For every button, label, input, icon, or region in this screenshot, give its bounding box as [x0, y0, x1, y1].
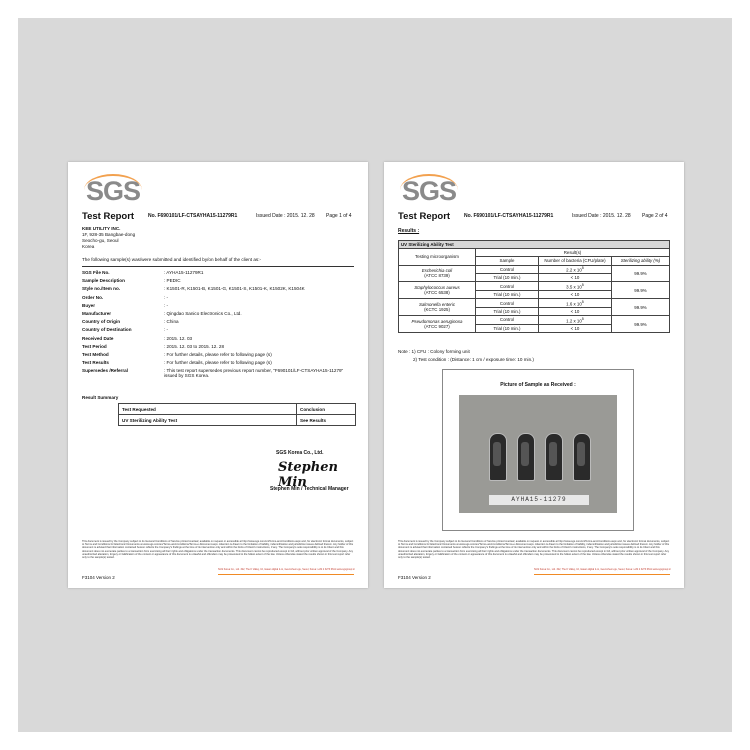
sample-device-image: [517, 433, 535, 481]
client-address-line: 1F, 928-35 Bangbae-dong: [82, 232, 136, 237]
table-cell: 99.9%: [612, 316, 670, 333]
field-label: Manufacturer: [82, 310, 112, 316]
field-value: : -: [164, 302, 169, 308]
bacteria-count: 1.6 x 10: [566, 301, 582, 307]
organism-strain: (ATCC 9027): [424, 324, 450, 330]
field-value: : China: [164, 319, 179, 325]
table-cell: Control: [476, 316, 539, 325]
company-address: SGS Korea Co., Ltd. 322, The K Valley, 10, Gasan digital 2-ro, Geumcheon-gu, Seoul, Korea t +82 2 3273 6611 www.sgsgroup.kr: [534, 568, 671, 571]
table-row: [399, 241, 670, 249]
table-cell: 99.9%: [612, 282, 670, 299]
organism-strain: (ATCC 6538): [424, 290, 450, 296]
table-cell: < 10: [539, 307, 612, 315]
field-value: : 2015. 12. 03 to 2015. 12. 28: [164, 343, 225, 349]
organism-name: Pseudomonas aeruginosa: [411, 319, 463, 325]
sample-device-image: [573, 433, 591, 481]
field-value: : This test report supersedes previous report number, "F690101/LF-CTSAYHA15-11279" issued by SGS Korea.: [164, 368, 344, 379]
report-number: No. F690101/LF-CTSAYHA15-11279R1: [464, 213, 554, 219]
organism-cell: [399, 282, 476, 299]
sample-photo: [459, 395, 617, 513]
footer-divider: [534, 574, 670, 575]
report-title: Test Report: [82, 211, 135, 222]
table-header-cell: Testing microorganism: [399, 249, 476, 265]
exponent: 5: [581, 316, 584, 321]
field-label: Supersedes /Referral: [82, 368, 128, 374]
field-value: : 2015. 12. 03: [164, 335, 193, 341]
signature: Stephen Min: [278, 460, 338, 490]
sample-picture-box: [442, 369, 634, 531]
field-row: [82, 344, 354, 352]
table-cell: Trial (10 min.): [476, 307, 539, 315]
table-cell: UV Sterilizing Ability Test: [119, 415, 297, 426]
divider: [82, 266, 354, 267]
client-block: [82, 226, 135, 250]
field-value: : AYHA15-11279R1: [164, 270, 204, 275]
table-title: UV Sterilizing Ability Test: [399, 241, 670, 249]
report-title: Test Report: [398, 211, 451, 222]
table-cell: < 10: [539, 324, 612, 332]
field-value: : -: [164, 294, 169, 300]
organism-cell: [399, 299, 476, 316]
signer-name: Stephen Min / Technical Manager: [270, 486, 349, 492]
field-value: : -: [164, 327, 169, 333]
table-row: [119, 415, 356, 426]
table-cell: Trial (10 min.): [476, 274, 539, 282]
table-header-cell: Result(s): [476, 249, 670, 257]
organism-cell: [399, 316, 476, 333]
table-cell: < 10: [539, 274, 612, 282]
field-row: [82, 319, 354, 327]
table-row: [119, 404, 356, 415]
table-header-cell: Conclusion: [297, 404, 356, 415]
notes: [398, 348, 534, 364]
note-line: Note : 1) CFU : Colony forming unit: [398, 349, 470, 354]
table-row: [399, 282, 670, 291]
field-row: [82, 295, 354, 303]
bacteria-count: 3.5 x 10: [566, 284, 582, 290]
field-row: [82, 278, 354, 286]
table-header-cell: Test Requested: [119, 404, 297, 415]
field-row: [82, 327, 354, 335]
field-label: Buyer: [82, 302, 96, 308]
client-name: KEE UTILITY INC.: [82, 226, 121, 231]
table-cell: Control: [476, 282, 539, 291]
table-cell: Trial (10 min.): [476, 291, 539, 299]
field-label: Received Date: [82, 335, 114, 341]
field-label: Country of Destination: [82, 327, 132, 333]
field-row: [82, 286, 354, 294]
field-label: Country of Origin: [82, 319, 121, 325]
footer-divider: [218, 574, 354, 575]
sample-label: AYHA15-11279: [489, 495, 589, 505]
table-cell: < 10: [539, 291, 612, 299]
intro-text: The following sample(s) was/were submitted and identified by/on behalf of the client as:-: [82, 257, 261, 262]
field-value: : K1501-R, K1501-B, K1501-G, K1501-S, K1501-K, K1502K, K1504K: [164, 286, 305, 292]
field-value: : Qingdao Sanico Electronics Co., Ltd.: [164, 310, 242, 316]
table-cell: 99.9%: [612, 299, 670, 316]
field-value: : For further details, please refer to following page (s): [164, 351, 272, 357]
company-name: SGS Korea Co., Ltd.: [276, 450, 324, 456]
organism-name: Salmonella enteric: [418, 302, 456, 308]
field-label: Test Results: [82, 360, 109, 366]
page-number: Page 2 of 4: [642, 213, 668, 219]
exponent: 5: [581, 283, 584, 287]
report-number: No. F690101/LF-CTSAYHA15-11279R1: [148, 213, 238, 219]
bacteria-count: 1.2 x 10: [566, 318, 582, 324]
sample-device-image: [489, 433, 507, 481]
page-number: Page 1 of 4: [326, 213, 352, 219]
results-label: Results :: [398, 228, 420, 234]
sample-fields: [82, 270, 354, 382]
table-cell: 99.9%: [612, 265, 670, 282]
picture-title: Picture of Sample as Received :: [500, 382, 576, 388]
sgs-logo: SGS: [86, 176, 141, 206]
company-address: SGS Korea Co., Ltd. 322, The K Valley, 10, Gasan digital 2-ro, Geumcheon-gu, Seoul, Korea t +82 2 3273 6611 www.sgsgroup.kr: [218, 568, 355, 571]
table-cell: [539, 299, 612, 308]
organism-cell: [399, 265, 476, 282]
organism-strain: (KCTC 1925): [424, 307, 450, 313]
organism-name: Escherichia coli: [421, 268, 453, 274]
sample-device-image: [545, 433, 563, 481]
field-row: [82, 303, 354, 311]
uv-results-table: [398, 240, 670, 333]
exponent: 5: [581, 266, 584, 271]
legal-footer: This document is issued by the Company subject to its General Conditions of Service printed overleaf, available on request or accessible at http://www.sgs.com/en/Terms-and-Conditions.aspx and, for electronic format documents, subject to Terms and Conditions for Electronic Documents at www.sgs.com/en/Terms-and-Conditions/Terms-e-Document.aspx. Attention is drawn to the limitation of liability, indemnification and jurisdiction issues defined therein. Any holder of this document is advised that information contained hereon reflects the Company's findings at the time of its intervention only and within the limits of Client's instructions, if any. The Company's sole responsibility is to its Client and this document does not exonerate parties to a transaction from exercising all their rights and obligations under the transaction documents. This document cannot be reproduced except in full, without prior written approval of the Company. Any unauthorized alteration, forgery or falsification of the content or appearance of this document is unlawful and offenders may be prosecuted to the fullest extent of the law. Unless otherwise stated the results shown in this test report refer only to the sample(s) tested.: [398, 540, 670, 560]
field-row: [82, 311, 354, 319]
field-label: Order No.: [82, 294, 104, 300]
table-row: [399, 299, 670, 308]
table-row: [399, 316, 670, 325]
field-value: : PEDIC: [164, 278, 181, 284]
table-cell: [539, 316, 612, 325]
exponent: 5: [581, 299, 584, 304]
table-header-cell: Number of bacteria (CFU/plate): [539, 257, 612, 265]
report-page-1: [68, 162, 368, 588]
form-version: F3104 Version 2: [82, 575, 115, 580]
issued-date: Issued Date : 2015. 12. 28: [572, 213, 631, 219]
note-line: 2) Test condition : (Distance: 1 cm / exposure time: 10 min.): [413, 357, 534, 362]
field-row: [82, 360, 354, 368]
result-summary-label: Result Summary: [82, 395, 119, 400]
field-row: [82, 352, 354, 360]
client-address-line: Korea: [82, 244, 95, 249]
table-cell: [539, 282, 612, 291]
table-header-cell: Sample: [476, 257, 539, 265]
field-label: Test Method: [82, 351, 109, 357]
field-label: Style no./Item no.: [82, 286, 121, 292]
field-row: [82, 368, 354, 382]
table-cell: Trial (10 min.): [476, 324, 539, 332]
form-version: F3104 Version 2: [398, 575, 431, 580]
field-label: Sample Description: [82, 278, 125, 284]
table-cell: Control: [476, 265, 539, 274]
report-page-2: [384, 162, 684, 588]
organism-strain: (ATCC 8739): [424, 273, 450, 279]
issued-date: Issued Date : 2015. 12. 28: [256, 213, 315, 219]
field-value: : For further details, please refer to following page (s): [164, 360, 272, 366]
bacteria-count: 2.2 x 10: [566, 267, 582, 273]
legal-footer: This document is issued by the Company subject to its General Conditions of Service printed overleaf, available on request or accessible at http://www.sgs.com/en/Terms-and-Conditions.aspx and, for electronic format documents, subject to Terms and Conditions for Electronic Documents at www.sgs.com/en/Terms-and-Conditions/Terms-e-Document.aspx. Attention is drawn to the limitation of liability, indemnification and jurisdiction issues defined therein. Any holder of this document is advised that information contained hereon reflects the Company's findings at the time of its intervention only and within the limits of Client's instructions, if any. The Company's sole responsibility is to its Client and this document does not exonerate parties to a transaction from exercising all their rights and obligations under the transaction documents. This document cannot be reproduced except in full, without prior written approval of the Company. Any unauthorized alteration, forgery or falsification of the content or appearance of this document is unlawful and offenders may be prosecuted to the fullest extent of the law. Unless otherwise stated the results shown in this test report refer only to the sample(s) tested.: [82, 540, 354, 560]
sgs-logo: SGS: [402, 176, 457, 206]
summary-table: [118, 403, 356, 426]
table-cell: [539, 265, 612, 274]
table-cell: See Results: [297, 415, 356, 426]
table-row: [399, 265, 670, 274]
field-label: SGS File No.: [82, 270, 110, 275]
table-header-cell: Sterilizing ability (%): [612, 257, 670, 265]
table-cell: Control: [476, 299, 539, 308]
field-row: [82, 336, 354, 344]
organism-name: Staphylococcus aureus: [414, 285, 460, 291]
field-row: [82, 270, 354, 278]
client-address-line: Seocho-gu, Seoul: [82, 238, 119, 243]
field-label: Test Period: [82, 343, 107, 349]
table-row: [399, 249, 670, 257]
